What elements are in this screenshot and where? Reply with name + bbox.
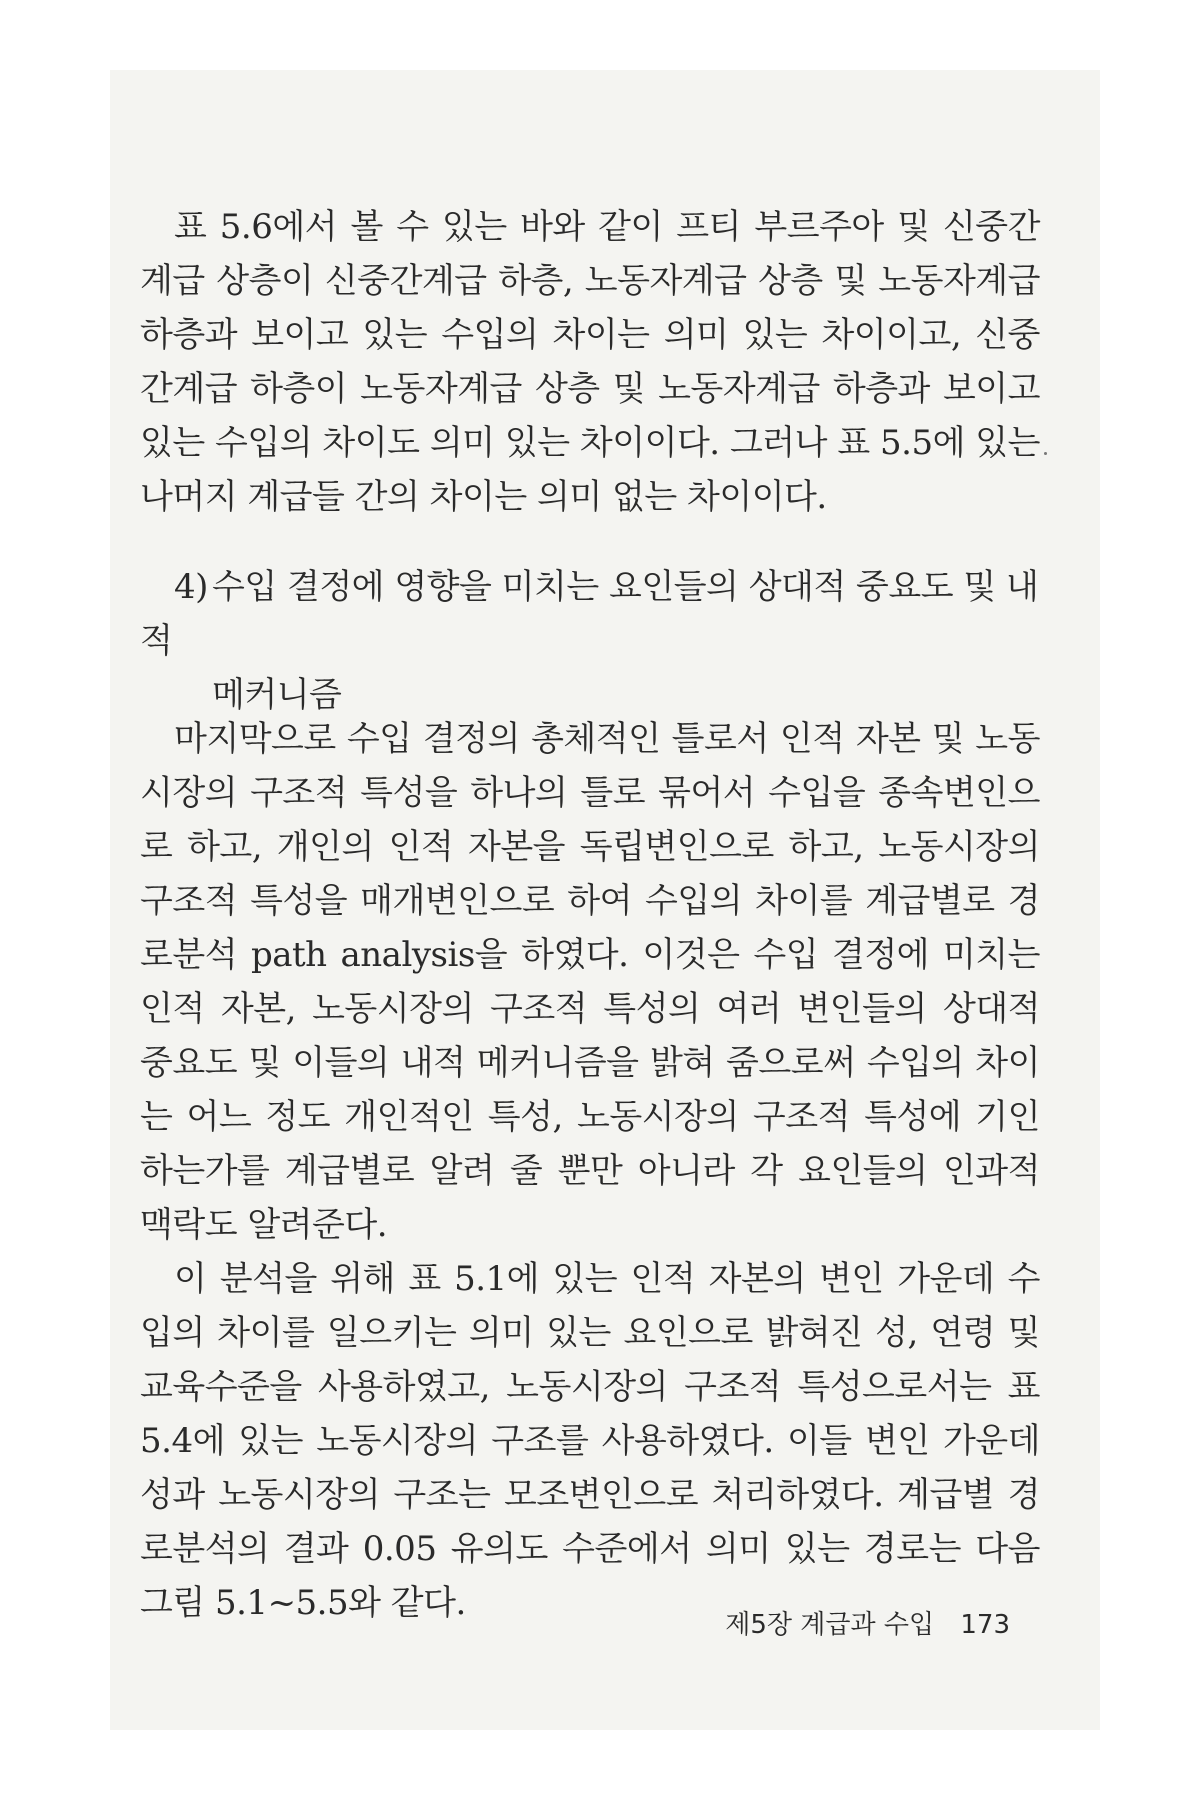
body-paragraph-3: 이 분석을 위해 표 5.1에 있는 인적 자본의 변인 가운데 수입의 차이를 일으키는 의미 있는 요인으로 밝혀진 성, 연령 및 교육수준을 사용하였고, 노동시장의 구조적 특성으로서는 표 5.4에 있는 노동시장의 구조를 사용하였다. 이들 변인 가운데 성과 노동시장의 구조는 모조변인으로 처리하였다. 계급별 경로분석의 결과 0.05 유의도 수준에서 의미 있는 경로는 다음 그림 5.1~5.5와 같다. — [140, 1259, 1040, 1623]
running-footer-chapter: 제5장 계급과 수입 — [725, 1610, 935, 1640]
body-paragraph-2: 마지막으로 수입 결정의 총체적인 틀로서 인적 자본 및 노동시장의 구조적 특성을 하나의 틀로 묶어서 수입을 종속변인으로 하고, 개인의 인적 자본을 독립변인으로 하고, 노동시장의 구조적 특성을 매개변인으로 하여 수입의 차이를 계급별로 경로분석 path analysis을 하였다. 이것은 수입 결정에 미치는 인적 자본, 노동시장의 구조적 특성의 여러 변인들의 상대적 중요도 및 이들의 내적 메커니즘을 밝혀 줌으로써 수입의 차이는 어느 정도 개인적인 특성, 노동시장의 구조적 특성에 기인하는가를 계급별로 알려 줄 뿐만 아니라 각 요인들의 인과적 맥락도 알려준다. — [140, 719, 1040, 1245]
section-title-line-1: 수입 결정에 영향을 미치는 요인들의 상대적 중요도 및 내적 — [140, 567, 1039, 661]
section-number: 4) — [174, 567, 208, 607]
page-number: 173 — [960, 1610, 1010, 1640]
page-footer — [725, 1604, 1010, 1641]
stray-mark — [1044, 452, 1047, 455]
body-paragraphs-container — [140, 712, 1040, 1630]
section-title-line-2: 메커니즘 — [212, 675, 342, 715]
section-heading — [140, 560, 1040, 722]
body-paragraph-1-container — [140, 200, 1040, 524]
body-paragraph-1: 표 5.6에서 볼 수 있는 바와 같이 프티 부르주아 및 신중간계급 상층이 신중간계급 하층, 노동자계급 상층 및 노동자계급 하층과 보이고 있는 수입의 차이는 의미 있는 차이이고, 신중간계급 하층이 노동자계급 상층 및 노동자계급 하층과 보이고 있는 수입의 차이도 의미 있는 차이이다. 그러나 표 5.5에 있는 나머지 계급들 간의 차이는 의미 없는 차이이다. — [140, 207, 1040, 517]
